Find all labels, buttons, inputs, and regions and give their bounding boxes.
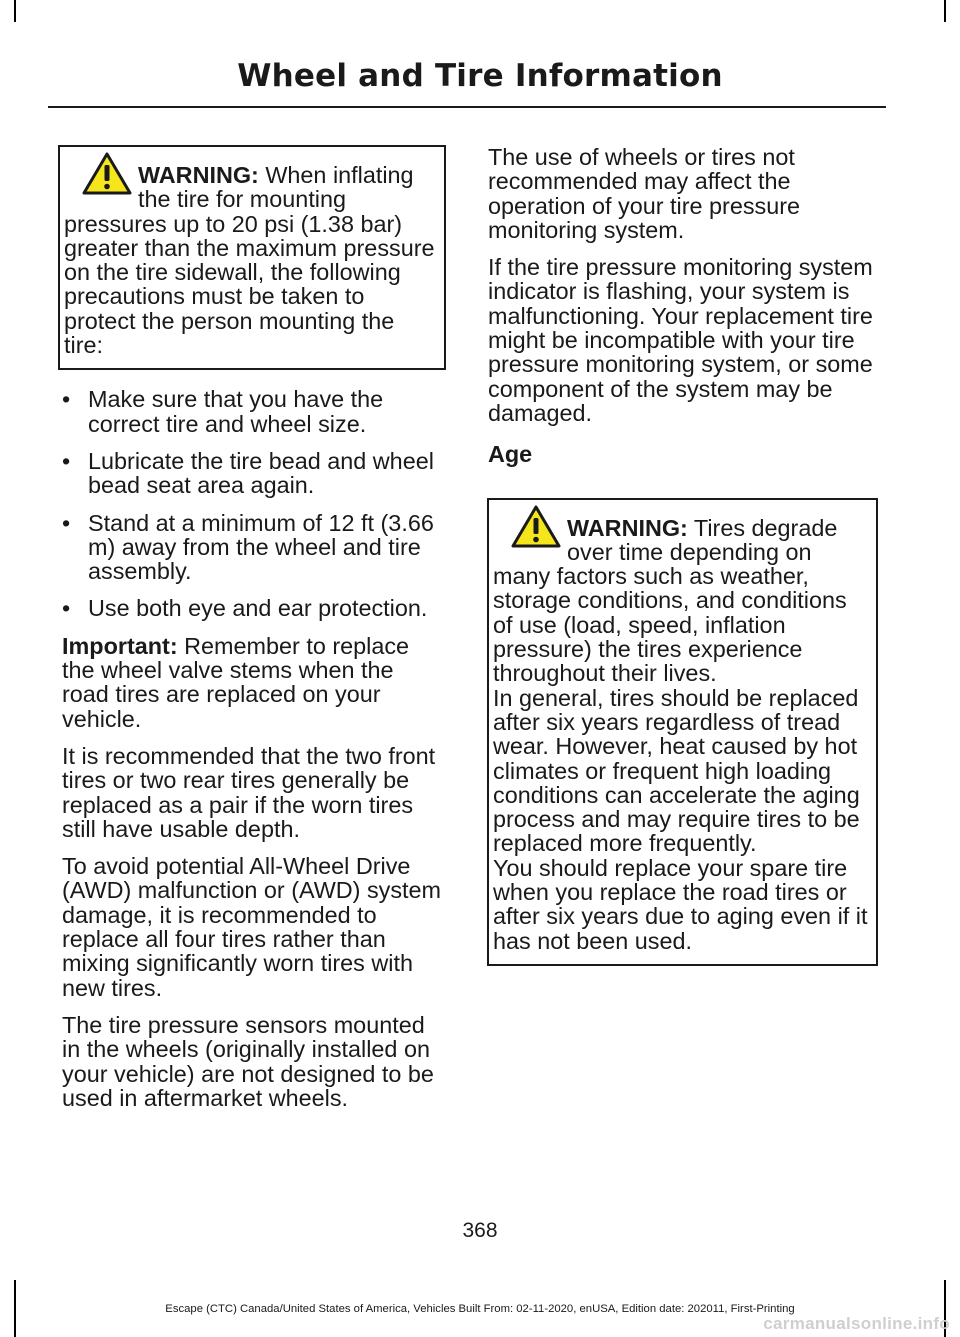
crop-mark <box>14 0 16 22</box>
list-item <box>62 596 446 620</box>
bullet-icon: • <box>62 447 71 474</box>
page-number: 368 <box>462 1219 498 1242</box>
list-item-text: Use both eye and ear protection. <box>88 595 428 622</box>
warning-triangle-icon <box>82 152 132 196</box>
watermark: carmanualsonline.info <box>763 1314 950 1333</box>
important-note <box>62 634 446 731</box>
page-title: Wheel and Tire Information <box>237 58 723 94</box>
list-item-text: Make sure that you have the correct tire and wheel size. <box>88 386 384 437</box>
warning-body: Tires degrade over time depending on many factors such as weather, storage conditions, and conditions of use (load, speed, inflation pressure) the tires experience throughout their lives. <box>493 514 847 687</box>
bullet-icon: • <box>62 595 71 622</box>
section-heading: Age <box>488 441 533 468</box>
list-item <box>62 511 446 584</box>
footer-edition-info: Escape (CTC) Canada/United States of America, Vehicles Built From: 02-11-2020, enUSA, Edition date: 202011, First-Printing <box>165 1303 795 1315</box>
paragraph: It is recommended that the two front tires or two rear tires generally be replaced as a pair if the worn tires still have usable depth. <box>62 742 436 842</box>
crop-mark <box>944 0 946 22</box>
warning-box <box>487 498 878 966</box>
warning-box <box>58 145 446 370</box>
paragraph: The use of wheels or tires not recommended may affect the operation of your tire pressure monitoring system. <box>488 144 801 243</box>
warning-body: When inflating the tire for mounting pressures up to 20 psi (1.38 bar) greater than the maximum pressure on the tire sidewall, the following precautions must be taken to protect the person mounting the tire: <box>64 162 435 359</box>
warning-label: WARNING: <box>567 514 688 541</box>
bullet-icon: • <box>62 509 71 536</box>
paragraph: To avoid potential All-Wheel Drive (AWD) malfunction or (AWD) system damage, it is recommended to replace all four tires rather than mixing significantly worn tires with new tires. <box>62 853 442 1001</box>
paragraph: The tire pressure sensors mounted in the wheels (originally installed on your vehicle) are not designed to be used in aftermarket wheels. <box>62 1011 434 1111</box>
list-item <box>62 449 446 498</box>
list-item-text: Stand at a minimum of 12 ft (3.66 m) away from the wheel and tire assembly. <box>88 509 434 585</box>
warning-triangle-icon <box>511 505 561 549</box>
list-item-text: Lubricate the tire bead and wheel bead seat area again. <box>88 447 434 499</box>
warning-label: WARNING: <box>138 162 259 188</box>
right-column <box>488 145 878 966</box>
important-body: Remember to replace the wheel valve stems when the road tires are replaced on your vehicle. <box>62 632 410 732</box>
bullet-icon: • <box>62 386 71 413</box>
header-divider <box>48 106 886 108</box>
left-column <box>62 145 446 1123</box>
warning-extra: In general, tires should be replaced after six years regardless of tread wear. However, heat caused by hot climates or frequent high loading conditions can accelerate the aging process and may require tires to be replaced more frequently. <box>493 684 860 857</box>
precautions-list <box>62 387 446 620</box>
important-label: Important: <box>62 632 178 659</box>
list-item <box>62 387 446 436</box>
warning-extra: You should replace your spare tire when you replace the road tires or after six years due to aging even if it has not been used. <box>493 854 868 954</box>
paragraph: If the tire pressure monitoring system indicator is flashing, your system is malfunctioning. Your replacement tire might be incompatible with your tire pressure monitoring system, or some component of the system may be damaged. <box>488 254 873 426</box>
